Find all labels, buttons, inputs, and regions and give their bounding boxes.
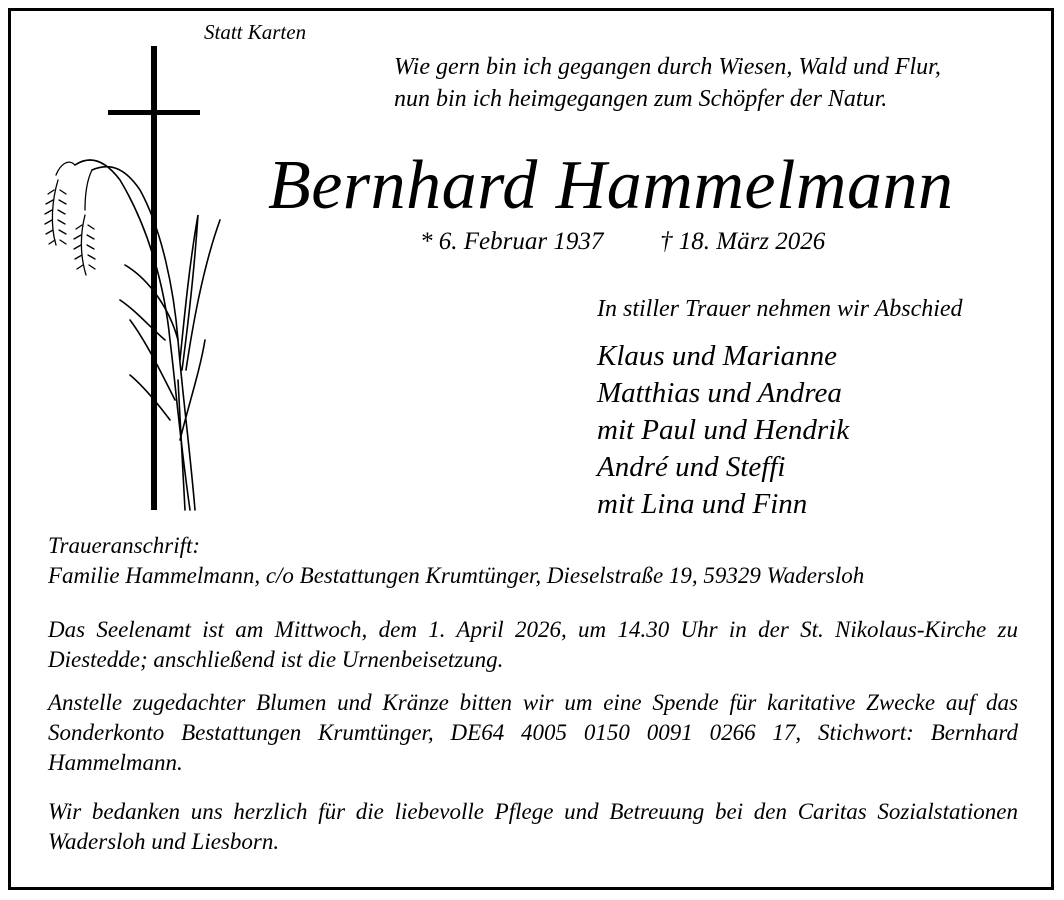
birth-date: * 6. Februar 1937 — [420, 228, 604, 255]
family-member-line: Matthias und Andrea — [597, 377, 842, 409]
service-paragraph: Das Seelenamt ist am Mittwoch, dem 1. April 2026, um 14.30 Uhr in der St. Nikolaus-Kirche zu Diestedde; anschließend ist die Urnenbeisetzung. — [48, 617, 1018, 672]
cross-icon — [108, 46, 200, 510]
deceased-name: Bernhard Hammelmann — [268, 147, 954, 224]
mourning-address: Familie Hammelmann, c/o Bestattungen Krumtünger, Dieselstraße 19, 59329 Wadersloh — [48, 563, 865, 588]
header-note: Statt Karten — [204, 20, 307, 44]
family-member-line: mit Paul und Hendrik — [597, 414, 850, 446]
family-member-line: André und Steffi — [597, 451, 786, 483]
death-date: † 18. März 2026 — [660, 228, 826, 255]
verse-line-2: nun bin ich heimgegangen zum Schöpfer der Natur. — [394, 86, 888, 112]
donation-paragraph: Anstelle zugedachter Blumen und Kränze bitten wir um eine Spende für karitative Zwecke auf das Sonderkonto Bestattungen Krumtünger, DE64 4005 0150 0091 0266 17, Stichwort: Bernhard Hammelmann. — [48, 690, 1018, 775]
mourning-line: In stiller Trauer nehmen wir Abschied — [597, 296, 963, 322]
grain-stalks-icon — [45, 160, 220, 510]
cross-with-grain-illustration — [30, 40, 230, 520]
family-member-line: Klaus und Marianne — [597, 340, 838, 372]
family-member-line: mit Lina und Finn — [597, 488, 808, 520]
verse-line-1: Wie gern bin ich gegangen durch Wiesen, Wald und Flur, — [394, 54, 941, 80]
address-label: Traueranschrift: — [48, 533, 201, 558]
thanks-paragraph: Wir bedanken uns herzlich für die liebevolle Pflege und Betreuung bei den Caritas Sozialstationen Wadersloh und Liesborn. — [48, 799, 1018, 854]
